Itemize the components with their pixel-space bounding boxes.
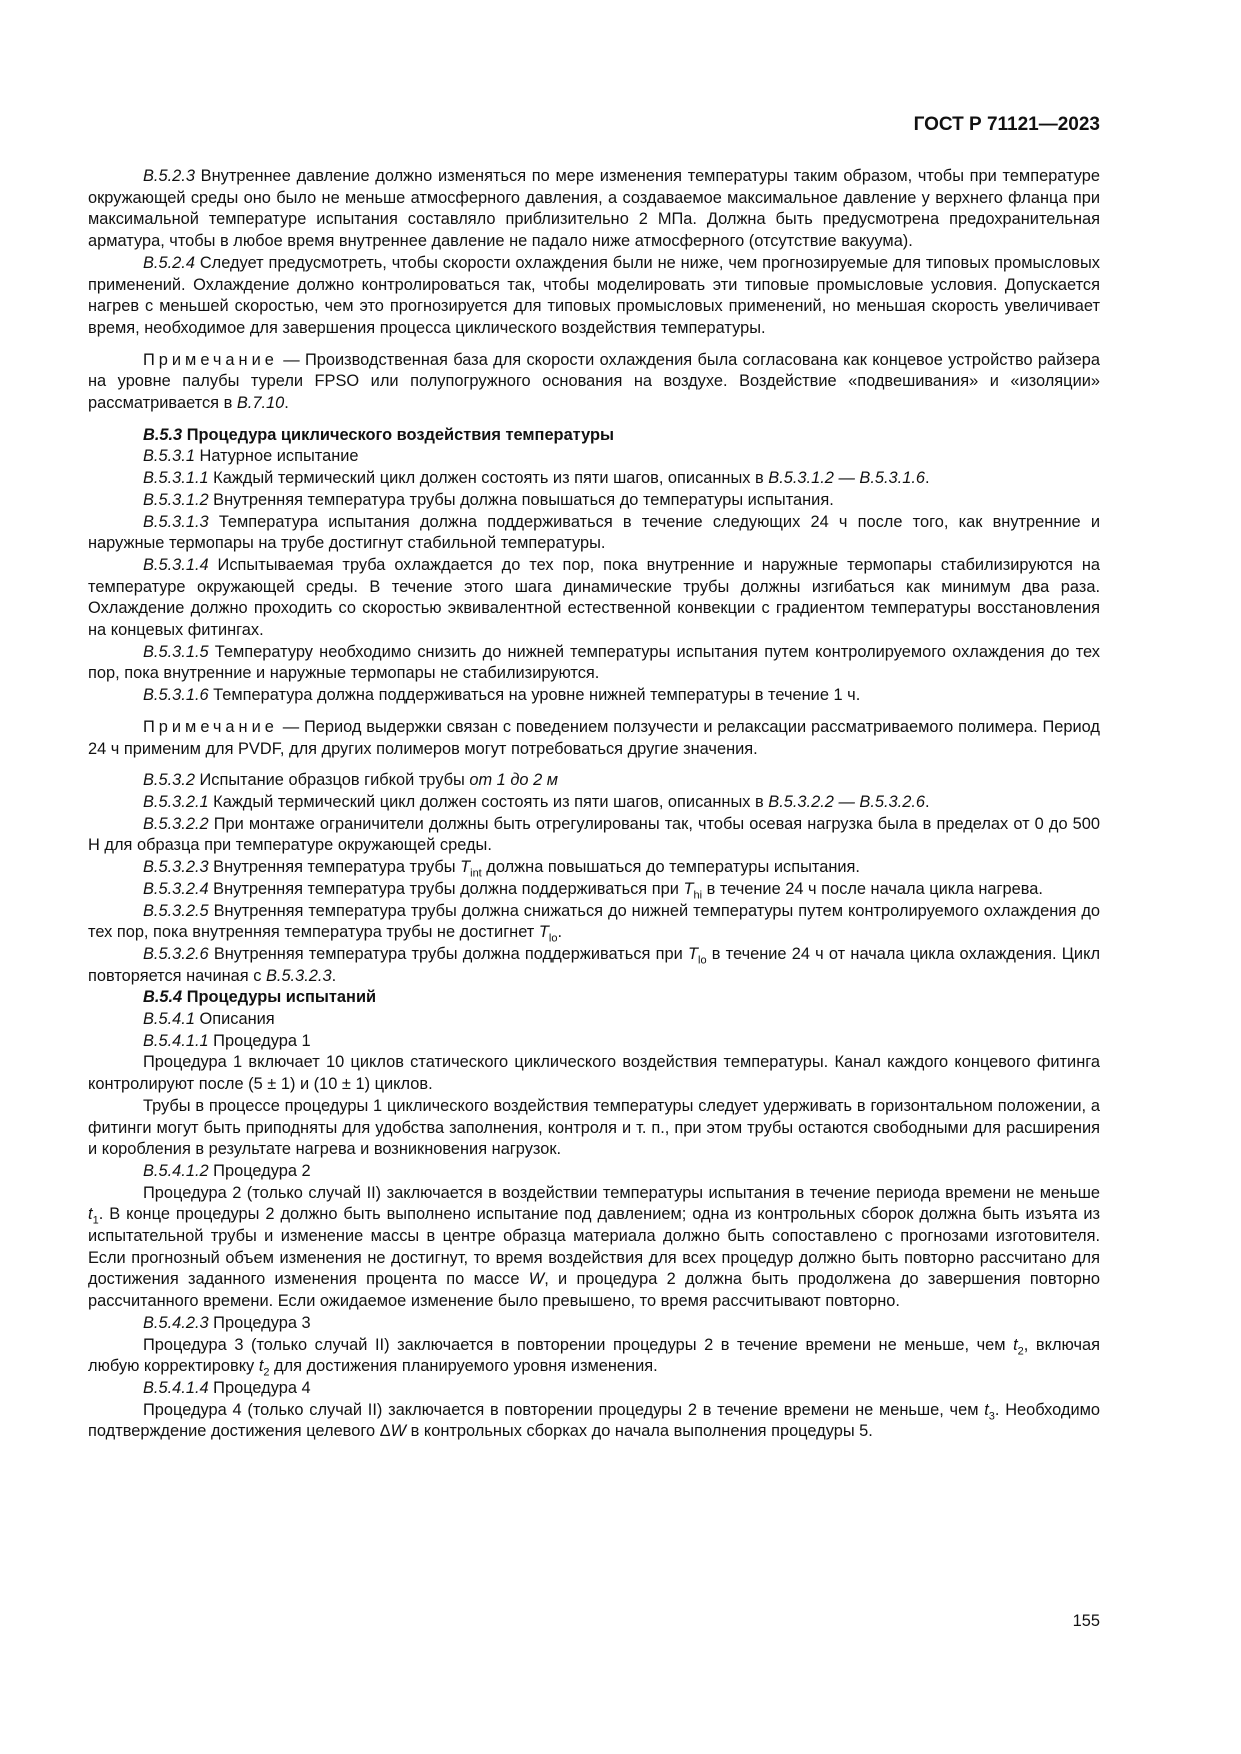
document-page [88,100,1101,1630]
document-header: ГОСТ Р 71121—2023 [913,114,1100,135]
paragraph-b5414: В.5.4.1.4 Процедура 4 [143,1378,311,1397]
paragraph-b5423: В.5.4.2.3 Процедура 3 [143,1313,311,1332]
paragraph-b541: В.5.4.1 Описания [143,1010,275,1029]
paragraph-b5412: В.5.4.1.2 Процедура 2 [143,1161,311,1180]
paragraph-b5314: В.5.3.1.4 Испытываемая труба охлаждается до тех пор, пока внутренние и наружные термопары стабилизируются на температуре окружающей среды. В течение этого шага динамические трубы должны изгибаться как минимум два раза. Охлаждение должно проходить со скоростью эквивалентной естественной конвекции с градиентом температуры восстановления на концевых фитингах. [88,555,1100,640]
note-label: Примечание [143,717,278,736]
paragraph-b531: В.5.3.1 Натурное испытание [143,447,359,466]
paragraph-b523: В.5.2.3 Внутреннее давление должно изменяться по мере изменения температуры таким образом, чтобы при температуре окружающей среды оно было не меньше атмосферного давления, а создаваемое максимальное давление у верхнего фланца при максимальной температуре испытания составляло приблизительно 2 МПа. Должна быть предусмотрена предохранительная арматура, чтобы в любое время внутреннее давление не падало ниже атмосферного (отсутствие вакуума). [88,167,1100,251]
section-heading-b53: В.5.3 Процедура циклического воздействия температуры [143,425,615,444]
note-holding-period: Примечание — Период выдержки связан с поведением ползучести и релаксации рассматриваемого полимера. Период 24 ч применим для PVDF, для других полимеров могут потребоваться другие значения. [88,717,1100,758]
note-label: Примечание [143,350,278,369]
note-cooling-rate: Примечание — Производственная база для скорости охлаждения была согласована как концевое устройство райзера на уровне палубы турели FPSO или полупогружного основания на воздухе. Воздействие «подвешивания» и «изоляции» рассматривается в В.7.10. [88,350,1100,413]
paragraph-procedure-4: Процедура 4 (только случай II) заключается в повторении процедуры 2 в течение времени не меньше, чем $t_3$. Необходимо подтверждение достижения целевого ΔW в контрольных сборках до начала выполнения процедуры 5. [88,1400,1100,1441]
paragraph-b5323: В.5.3.2.3 Внутренняя температура трубы $T_{int}$ должна повышаться до температуры испытания. [143,858,860,880]
paragraph-b5411: В.5.4.1.1 Процедура 1 [143,1031,311,1050]
paragraph-b5313: В.5.3.1.3 Температура испытания должна поддерживаться в течение следующих 24 ч после того, как внутренние и наружные термопары на трубе достигнут стабильной температуры. [88,512,1100,553]
paragraph-b5322: В.5.3.2.2 При монтаже ограничители должны быть отрегулированы так, чтобы осевая нагрузка была в пределах от 0 до 500 Н для образца при температуре окружающей среды. [88,814,1100,855]
paragraph-b532: В.5.3.2 Испытание образцов гибкой трубы от 1 до 2 м [143,771,558,790]
paragraph-b5325: В.5.3.2.5 Внутренняя температура трубы должна снижаться до нижней температуры путем контролируемого охлаждения до тех пор, пока внутренняя температура трубы не достигнет $T_{lo}$. [88,901,1100,945]
paragraph-procedure-2: Процедура 2 (только случай II) заключается в воздействии температуры испытания в течение периода времени не меньше $t_1$. В конце процедуры 2 должно быть выполнено испытание под давлением; одна из контрольных сборок должна быть изъята из испытательной трубы и изменение массы в центре образца материала должно быть сопоставлено с прогнозами изготовителя. Если прогнозный объем изменения не достигнут, то время воздействия для всех процедур должно быть повторно рассчитано для достижения заданного изменения процента по массе W, и процедура 2 должна быть продолжена до завершения повторно рассчитанного времени. Если ожидаемое изменение было превышено, то время рассчитывают повторно. [88,1183,1100,1311]
section-heading-b54: В.5.4 Процедуры испытаний [143,988,377,1007]
paragraph-procedure-1-pipes: Трубы в процессе процедуры 1 циклического воздействия температуры следует удерживать в горизонтальном положении, а фитинги могут быть приподняты для удобства заполнения, контроля и т. п., при этом трубы остаются свободными для расширения и коробления в результате нагрева и возникновения нагрузок. [88,1096,1100,1159]
paragraph-procedure-1: Процедура 1 включает 10 циклов статического циклического воздействия температуры. Канал каждого концевого фитинга контролируют после (5 ± 1) и (10 ± 1) циклов. [88,1053,1100,1094]
page-number: 155 [1072,1612,1100,1630]
paragraph-b5312: В.5.3.1.2 Внутренняя температура трубы должна повышаться до температуры испытания. [143,490,834,509]
paragraph-b5311: В.5.3.1.1 Каждый термический цикл должен состоять из пяти шагов, описанных в В.5.3.1.2 — В.5.3.1.6. [143,469,930,488]
paragraph-b5321: В.5.3.2.1 Каждый термический цикл должен состоять из пяти шагов, описанных в В.5.3.2.2 — В.5.3.2.6. [143,792,930,811]
paragraph-b524: В.5.2.4 Следует предусмотреть, чтобы скорости охлаждения были не ниже, чем прогнозируемые для типовых промысловых применений. Охлаждение должно контролироваться так, чтобы моделировать эти типовые промысловые условия. Допускается нагрев с меньшей скоростью, чем это прогнозируется для типовых промысловых применений, но меньшая скорость увеличивает время, необходимое для завершения процесса циклического воздействия температуры. [88,253,1100,337]
paragraph-b5324: В.5.3.2.4 Внутренняя температура трубы должна поддерживаться при $T_{hi}$ в течение 24 ч после начала цикла нагрева. [143,879,1043,902]
paragraph-procedure-3: Процедура 3 (только случай II) заключается в повторении процедуры 2 в течение времени не меньше, чем $t_2$, включая любую корректировку $t_2$ для достижения планируемого уровня изменения. [88,1335,1100,1379]
paragraph-b5316: В.5.3.1.6 Температура должна поддерживаться на уровне нижней температуры в течение 1 ч. [143,686,861,705]
paragraph-b5315: В.5.3.1.5 Температуру необходимо снизить до нижней температуры испытания путем контролируемого охлаждения до тех пор, пока внутренние и наружные термопары не стабилизируются. [88,642,1100,683]
paragraph-b5326: В.5.3.2.6 Внутренняя температура трубы должна поддерживаться при $T_{lo}$ в течение 24 ч от начала цикла охлаждения. Цикл повторяется начиная с В.5.3.2.3. [88,944,1101,985]
